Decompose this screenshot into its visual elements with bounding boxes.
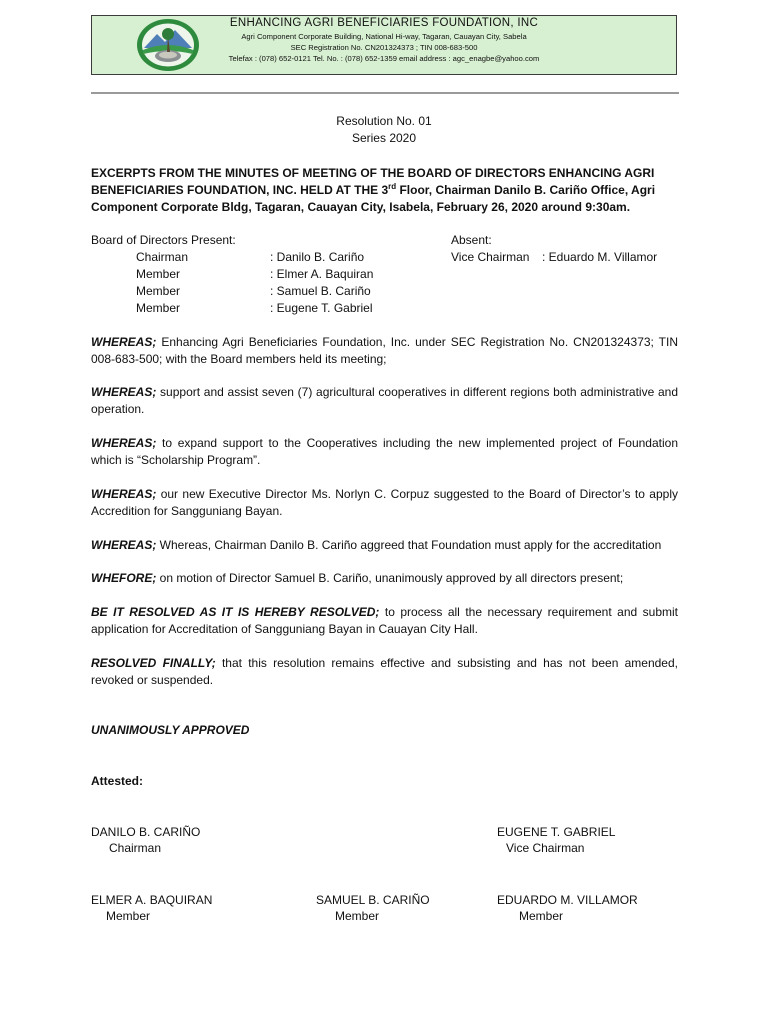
resolution-series: Series 2020 (351, 131, 417, 145)
present-heading: Board of Directors Present: (91, 233, 236, 247)
foundation-contact: Telefax : (078) 652-0121 Tel. No. : (078) 652-1359 email address : agc_enagbe@yahoo.com (228, 54, 540, 63)
signatory-name: DANILO B. CARIÑO (91, 825, 201, 839)
resolution-number: Resolution No. 01 (336, 114, 432, 128)
signatory-title: Vice Chairman (506, 841, 585, 855)
signatory-name: EDUARDO M. VILLAMOR (497, 893, 638, 907)
letterhead (91, 15, 677, 75)
whereas-clause: WHEREAS; to expand support to the Cooperatives including the new implemented project of Foundation which is “Scholarship Program”. (91, 436, 678, 467)
signatory-name: SAMUEL B. CARIÑO (316, 893, 430, 907)
present-name: : Elmer A. Baquiran (270, 267, 374, 281)
signatory-name: ELMER A. BAQUIRAN (91, 893, 213, 907)
whereas-clause: WHEREAS; our new Executive Director Ms. Norlyn C. Corpuz suggested to the Board of Director’s to apply Accredition for Sangguniang Bayan. (91, 487, 678, 518)
absent-role: Vice Chairman (451, 250, 530, 264)
resolved-finally-clause: RESOLVED FINALLY; that this resolution remains effective and subsisting and has not been amended, revoked or suspended. (91, 656, 678, 687)
resolved-clause: BE IT RESOLVED AS IT IS HEREBY RESOLVED; to process all the necessary requirement and submit application for Accreditation of Sangguniang Bayan in Cauayan City Hall. (91, 605, 678, 636)
foundation-registration: SEC Registration No. CN201324373 ; TIN 008-683-500 (290, 43, 478, 52)
foundation-address: Agri Component Corporate Building, National Hi-way, Tagaran, Cauayan City, Sabela (241, 32, 527, 41)
present-name: : Danilo B. Cariño (270, 250, 365, 264)
present-name: : Samuel B. Cariño (270, 284, 371, 298)
whereas-clause: WHEREAS; Whereas, Chairman Danilo B. Cariño aggreed that Foundation must apply for the accreditation (91, 538, 662, 552)
whereas-clause: WHEREAS; Enhancing Agri Beneficiaries Foundation, Inc. under SEC Registration No. CN201324373; TIN 008-683-500; with the Board members held its meeting; (91, 335, 678, 366)
absent-heading: Absent: (451, 233, 492, 247)
signatory-title: Member (106, 909, 151, 923)
present-role: Member (136, 284, 181, 298)
absent-name: : Eduardo M. Villamor (542, 250, 658, 264)
signatory-title: Member (335, 909, 380, 923)
wherefore-clause: WHEFORE; on motion of Director Samuel B. Cariño, unanimously approved by all directors present; (91, 571, 624, 585)
header-divider (91, 92, 679, 94)
present-name: : Eugene T. Gabriel (270, 301, 373, 315)
present-role: Member (136, 267, 181, 281)
signatory-title: Chairman (109, 841, 162, 855)
attested-label: Attested: (91, 774, 144, 788)
present-role: Member (136, 301, 181, 315)
unanimously-approved: UNANIMOUSLY APPROVED (91, 723, 250, 737)
minutes-excerpt: EXCERPTS FROM THE MINUTES OF MEETING OF THE BOARD OF DIRECTORS ENHANCING AGRI BENEFICIARIES FOUNDATION, INC. HELD AT THE 3rd Floor, Chairman Danilo B. Cariño Office, Agri Component Corporate Bldg, Tagaran, Cauayan City, Isabela, February 26, 2020 around 9:30am. (91, 166, 656, 214)
present-role: Chairman (136, 250, 189, 264)
foundation-name: ENHANCING AGRI BENEFICIARIES FOUNDATION, INC (229, 17, 539, 29)
whereas-clause: WHEREAS; support and assist seven (7) agricultural cooperatives in different regions both administrative and operation. (91, 385, 678, 416)
signatory-title: Member (519, 909, 564, 923)
signatory-name: EUGENE T. GABRIEL (497, 825, 616, 839)
